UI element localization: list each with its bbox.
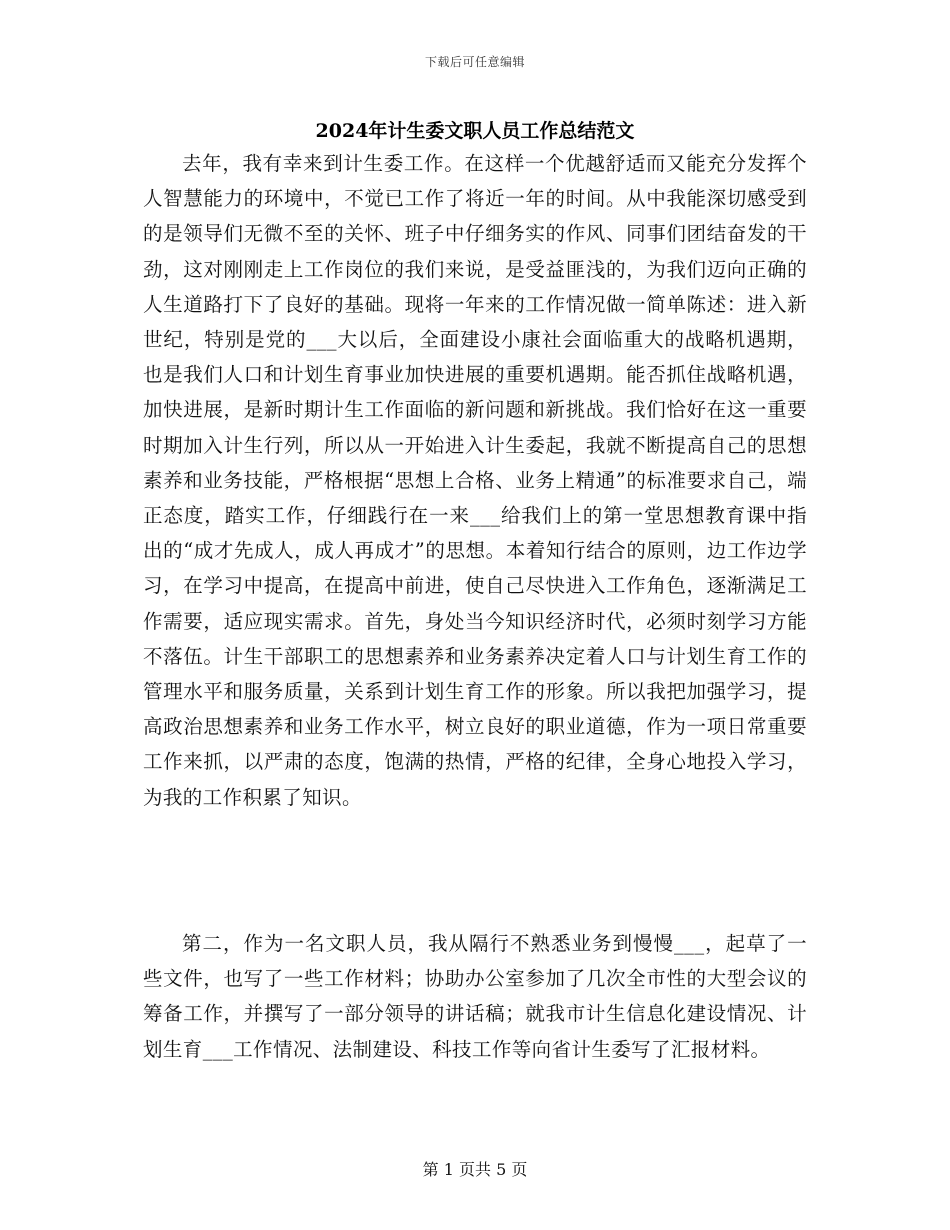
body-paragraph-2: 第二，作为一名文职人员，我从隔行不熟悉业务到慢慢___，起草了一些文件，也写了一些工作材料；协助办公室参加了几次全市性的大型会议的筹备工作，并撰写了一部分领导的讲话稿；就我市计生信息化建设情况、计划生育___工作情况、法制建设、科技工作等向省计生委写了汇报材料。 (143, 932, 807, 1061)
body-paragraph-1: 去年，我有幸来到计生委工作。在这样一个优越舒适而又能充分发挥个人智慧能力的环境中，不觉已工作了将近一年的时间。从中我能深切感受到的是领导们无微不至的关怀、班子中仔细务实的作风、同事们团结奋发的干劲，这对刚刚走上工作岗位的我们来说，是受益匪浅的，为我们迈向正确的人生道路打下了良好的基础。现将一年来的工作情况做一简单陈述：进入新世纪，特别是党的___大以后，全面建设小康社会面临重大的战略机遇期，也是我们人口和计划生育事业加快进展的重要机遇期。能否抓住战略机遇，加快进展，是新时期计生工作面临的新问题和新挑战。我们恰好在这一重要时期加入计生行列，所以从一开始进入计生委起，我就不断提高自己的思想素养和业务技能，严格根据“思想上合格、业务上精通”的标准要求自己，端正态度，踏实工作，仔细践行在一来___给我们上的第一堂思想教育课中指出的“成才先成人，成人再成才”的思想。本着知行结合的原则，边工作边学习，在学习中提高，在提高中前进，使自己尽快进入工作角色，逐渐满足工作需要，适应现实需求。首先，身处当今知识经济时代，必须时刻学习方能不落伍。计生干部职工的思想素养和业务素养决定着人口与计划生育工作的管理水平和服务质量，关系到计划生育工作的形象。所以我把加强学习，提高政治思想素养和业务工作水平，树立良好的职业道德，作为一项日常重要工作来抓，以严肃的态度，饱满的热情，严格的纪律，全身心地投入学习，为我的工作积累了知识。 (143, 152, 807, 809)
page-number: 第 1 页共 5 页 (422, 1160, 528, 1179)
document-title: 2024年计生委文职人员工作总结范文 (315, 120, 635, 142)
header-note: 下载后可任意编辑 (424, 55, 525, 69)
